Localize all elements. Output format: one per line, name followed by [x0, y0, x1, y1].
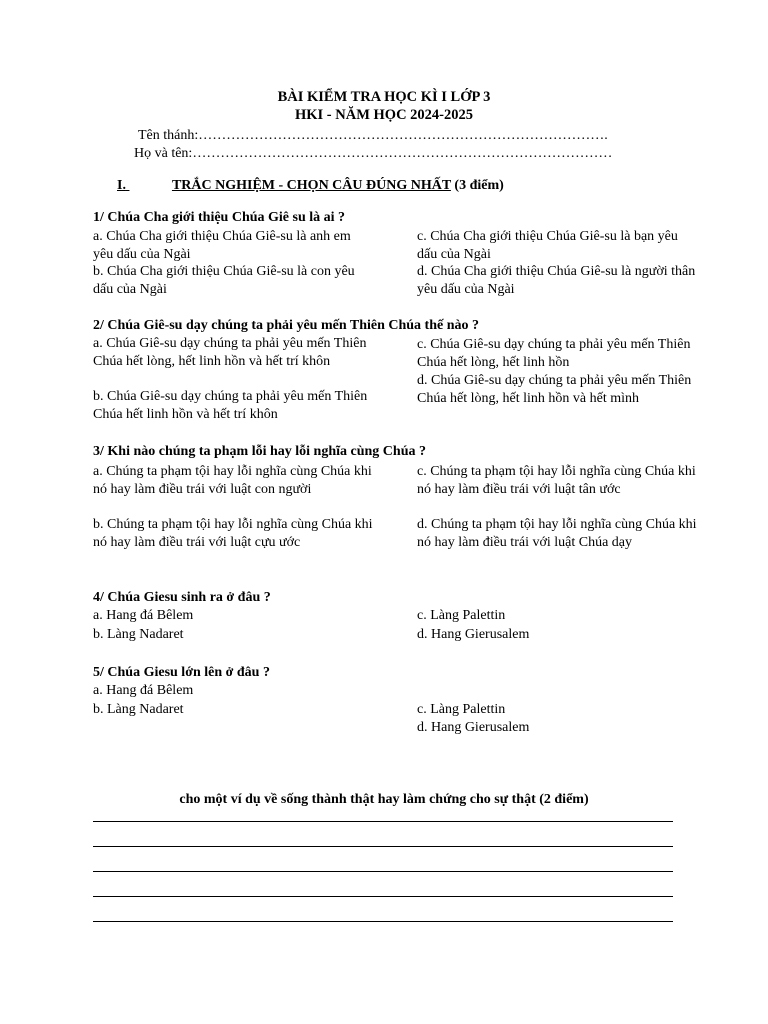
question-3: 3/ Khi nào chúng ta phạm lỗi hay lỗi nghĩa cùng Chúa ?	[93, 444, 426, 459]
q1-option-b[interactable]: b. Chúa Cha giới thiệu Chúa Giê-su là con yêu dấu của Ngài	[93, 264, 355, 297]
q5-option-d[interactable]: d. Hang Gierusalem	[417, 720, 530, 735]
exam-title: BÀI KIỂM TRA HỌC KÌ I LỚP 3	[277, 89, 491, 105]
q3-option-b[interactable]: b. Chúng ta phạm tội hay lỗi nghĩa cùng Chúa khi nó hay làm điều trái với luật cựu ước	[93, 517, 373, 550]
q5-option-c[interactable]: c. Làng Palettin	[417, 702, 506, 717]
q4-option-a[interactable]: a. Hang đá Bêlem	[93, 608, 194, 623]
saint-name-field[interactable]: Tên thánh:…………………………………………………………………………….	[138, 128, 608, 143]
section-title: TRẮC NGHIỆM - CHỌN CÂU ĐÚNG NHẤT	[171, 178, 451, 193]
section-number: I.	[117, 178, 126, 193]
school-year-title: HKI - NĂM HỌC 2024-2025	[294, 107, 473, 123]
question-2: 2/ Chúa Giê-su dạy chúng ta phải yêu mến Thiên Chúa thế nào ?	[93, 318, 479, 333]
q2-option-b[interactable]: b. Chúa Giê-su dạy chúng ta phải yêu mến Thiên Chúa hết linh hồn và hết trí khôn	[93, 389, 368, 422]
q3-option-c[interactable]: c. Chúng ta phạm tội hay lỗi nghĩa cùng Chúa khi nó hay làm điều trái với luật tân ước	[417, 464, 696, 497]
answer-line[interactable]	[93, 896, 673, 897]
answer-lines[interactable]	[93, 821, 673, 946]
section-heading	[117, 177, 504, 195]
q2-option-c[interactable]: c. Chúa Giê-su dạy chúng ta phải yêu mến Thiên Chúa hết lòng, hết linh hồn	[417, 337, 691, 370]
full-name-field[interactable]: Họ và tên:………………………………………………………………………………	[134, 146, 613, 161]
section-tab-gap	[126, 177, 172, 195]
section-points: (3 điểm)	[450, 178, 504, 193]
q1-option-c[interactable]: c. Chúa Cha giới thiệu Chúa Giê-su là bạn yêu dấu của Ngài	[417, 229, 678, 262]
question-4: 4/ Chúa Giesu sinh ra ở đâu ?	[93, 590, 271, 605]
q3-option-a[interactable]: a. Chúng ta phạm tội hay lỗi nghĩa cùng Chúa khi nó hay làm điều trái với luật con người	[93, 464, 372, 497]
q1-option-d[interactable]: d. Chúa Cha giới thiệu Chúa Giê-su là người thân yêu dấu của Ngài	[417, 264, 696, 297]
q1-option-a[interactable]: a. Chúa Cha giới thiệu Chúa Giê-su là anh em yêu dấu của Ngài	[93, 229, 351, 262]
q4-option-d[interactable]: d. Hang Gierusalem	[417, 627, 530, 642]
answer-line[interactable]	[93, 871, 673, 872]
q4-option-c[interactable]: c. Làng Palettin	[417, 608, 506, 623]
q2-option-a[interactable]: a. Chúa Giê-su dạy chúng ta phải yêu mến Thiên Chúa hết lòng, hết linh hồn và hết trí khôn	[93, 336, 367, 369]
q4-option-b[interactable]: b. Làng Nadaret	[93, 627, 184, 642]
question-5: 5/ Chúa Giesu lớn lên ở đâu ?	[93, 665, 270, 680]
q5-option-b[interactable]: b. Làng Nadaret	[93, 702, 184, 717]
essay-prompt: cho một ví dụ về sống thành thật hay làm chứng cho sự thật (2 điểm)	[179, 792, 589, 807]
question-1: 1/ Chúa Cha giới thiệu Chúa Giê su là ai ?	[93, 210, 346, 225]
q2-option-d[interactable]: d. Chúa Giê-su dạy chúng ta phải yêu mến Thiên Chúa hết lòng, hết linh hồn và hết mình	[417, 373, 692, 406]
answer-line[interactable]	[93, 846, 673, 847]
answer-line[interactable]	[93, 821, 673, 822]
q5-option-a[interactable]: a. Hang đá Bêlem	[93, 683, 194, 698]
answer-line[interactable]	[93, 921, 673, 922]
q3-option-d[interactable]: d. Chúng ta phạm tội hay lỗi nghĩa cùng Chúa khi nó hay làm điều trái với luật Chúa dạy	[417, 517, 697, 550]
